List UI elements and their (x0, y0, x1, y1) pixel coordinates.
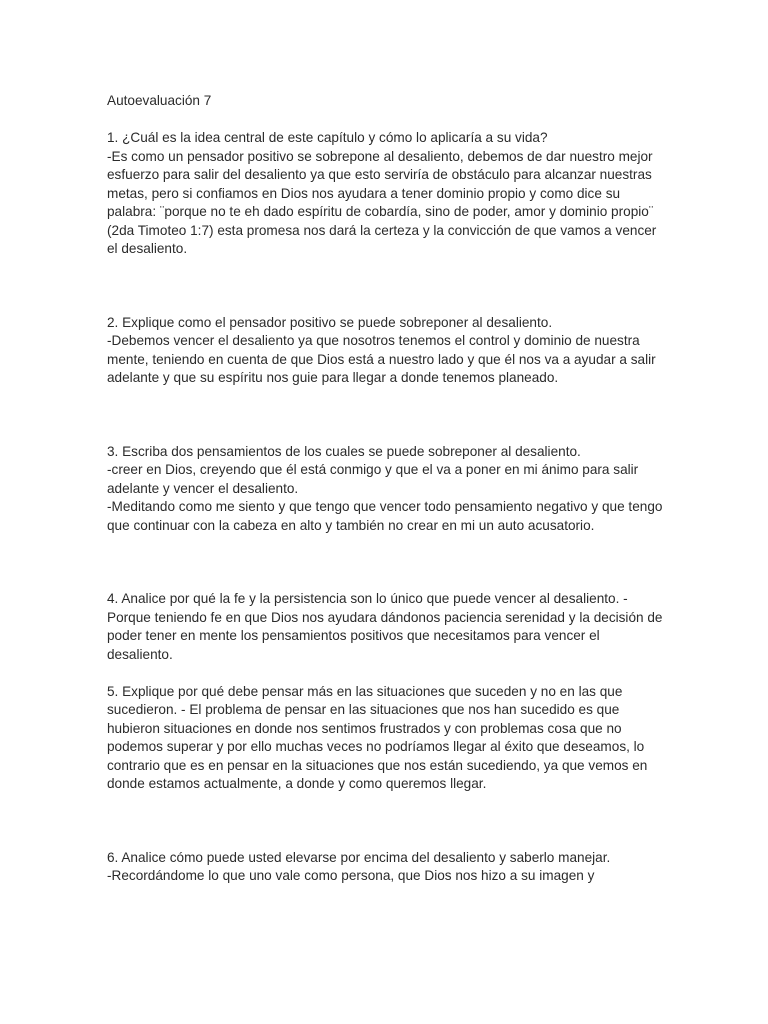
question-text: 6. Analice cómo puede usted elevarse por encima del desaliento y saberlo manejar. (107, 849, 611, 865)
document-title: Autoevaluación 7 (107, 93, 212, 108)
question-5 (107, 683, 667, 794)
question-text: 1. ¿Cuál es la idea central de este capítulo y cómo lo aplicaría a su vida? (107, 130, 548, 145)
spacer (107, 664, 667, 683)
answer-text: -creer en Dios, creyendo que él está conmigo y que el va a poner en mi ánimo para salir adelante y vencer el desaliento. (107, 462, 639, 496)
answer-text: -Es como un pensador positivo se sobrepone al desaliento, debemos de dar nuestro mejor esfuerzo para salir del desaliento ya que esto serviría de obstáculo para alcanzar nuestras metas, pero si confiamos en Dios nos ayudara a tener dominio propio y como dice su palabra: ¨porque no te eh dado espíritu de cobardía, sino de poder, amor y dominio propio¨ (2da Timoteo 1:7) esta promesa nos dará la certeza y la convicción de que vamos a vencer el desaliento. (107, 148, 657, 256)
answer-text: -Recordándome lo que uno vale como persona, que Dios nos hizo a su imagen y (107, 868, 595, 883)
answer-text: -Debemos vencer el desaliento ya que nosotros tenemos el control y dominio de nuestra mente, teniendo en cuenta de que Dios está a nuestro lado y que él nos va a ayudar a salir adelante y que su espíritu nos guie para llegar a donde tenemos planeado. (107, 333, 656, 385)
spacer (107, 794, 667, 849)
question-3 (107, 443, 667, 536)
question-4 (107, 590, 667, 664)
document-page (107, 92, 667, 886)
answer-text: -Meditando como me siento y que tengo que vencer todo pensamiento negativo y que tengo que continuar con la cabeza en alto y también no crear en mi un auto acusatorio. (107, 499, 663, 533)
question-text: 3. Escriba dos pensamientos de los cuales se puede sobreponer al desaliento. (107, 443, 581, 459)
spacer (107, 388, 667, 443)
question-1 (107, 129, 667, 259)
question-answer-text: 4. Analice por qué la fe y la persistencia son lo único que puede vencer al desaliento. -Porque teniendo fe en que Dios nos ayudara dándonos paciencia serenidad y la decisión de poder tener en mente los pensamientos positivos que necesitamos para vencer el desaliento. (107, 591, 663, 662)
question-answer-text: 5. Explique por qué debe pensar más en las situaciones que suceden y no en las que sucedieron. - El problema de pensar en las situaciones que nos han sucedido es que hubieron situaciones en donde nos sentimos frustrados y con problemas cosa que no podemos superar y por ello muchas veces no podríamos llegar al éxito que deseamos, lo contrario que es en pensar en la situaciones que nos están sucediendo, ya que vemos en donde estamos actualmente, a donde y como queremos llegar. (107, 683, 648, 791)
question-text: 2. Explique como el pensador positivo se puede sobreponer al desaliento. (107, 314, 553, 330)
question-2 (107, 314, 667, 388)
spacer (107, 259, 667, 314)
spacer (107, 535, 667, 590)
question-6 (107, 849, 667, 886)
